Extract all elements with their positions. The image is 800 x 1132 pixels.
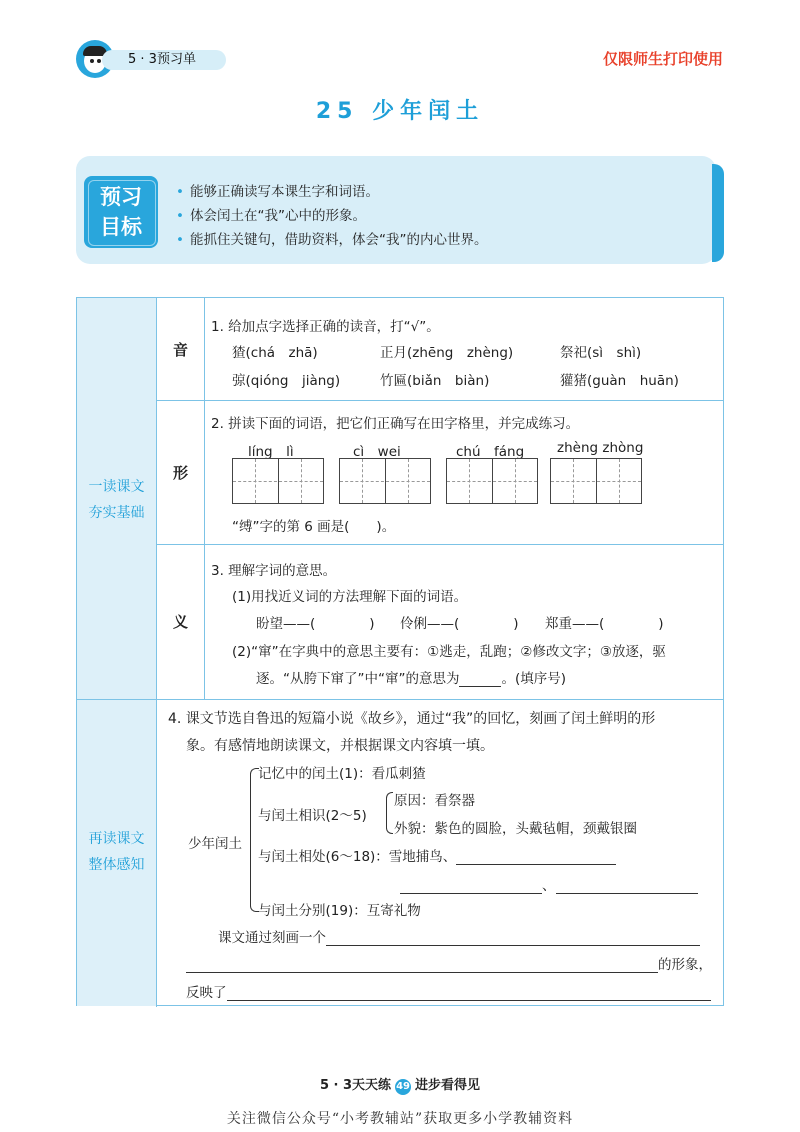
goal-item: • 能抓住关键句，借助资料，体会“我”的内心世界。 <box>176 232 488 248</box>
q1-option[interactable]: 弶(qióng jiàng) <box>232 373 341 389</box>
answer-blank[interactable] <box>459 672 501 687</box>
goals-list <box>176 180 487 252</box>
label-yin: 音 <box>172 341 188 359</box>
pinyin-label: líng lì <box>248 444 294 460</box>
q2-extra: “缚”字的第 6 画是( )。 <box>232 519 396 535</box>
branch-together-blanks: 、 <box>400 874 698 894</box>
answer-blank[interactable] <box>556 879 698 894</box>
fill-line3: 反映了 <box>186 981 711 1001</box>
q4-text-line1: 4. 课文节选自鲁迅的短篇小说《故乡》，通过“我”的回忆，刻画了闰土鲜明的形 <box>168 711 656 727</box>
goals-badge-line2: 目标 <box>100 215 142 239</box>
section1-label: 一读课文 夯实基础 <box>88 479 145 521</box>
goals-badge <box>84 176 158 248</box>
answer-blank[interactable] <box>186 958 658 973</box>
tianzige-box[interactable] <box>232 458 324 504</box>
fill-line2: 的形象， <box>186 953 712 973</box>
q3-sub2-line2: 逐。“从胯下窜了”中“窜”的意思为 。(填序号) <box>256 671 567 687</box>
q3-sub2-line1: (2)“窜”在字典中的意思主要有：①逃走，乱跑；②修改文字；③放逐，驱 <box>232 644 666 660</box>
synonym-item[interactable]: 郑重——( ) <box>545 616 664 632</box>
q3-sub1: (1)用找近义词的方法理解下面的词语。 <box>232 589 468 605</box>
goals-box-edge <box>712 164 724 262</box>
fill-line1: 课文通过刻画一个 <box>218 926 700 946</box>
print-notice: 仅限师生打印使用 <box>602 50 723 68</box>
pinyin-label: chú fáng <box>456 444 525 460</box>
synonym-item[interactable]: 伶俐——( ) <box>400 616 519 632</box>
answer-blank[interactable] <box>227 986 711 1001</box>
goal-item: • 能够正确读写本课生字和词语。 <box>176 184 379 200</box>
diagram-root: 少年闰土 <box>188 836 242 852</box>
branch-parting: 与闰土分别(19)：互寄礼物 <box>258 903 421 919</box>
sub-brace <box>386 792 393 834</box>
q4-text-line2: 象。有感情地朗读课文，并根据课文内容填一填。 <box>186 738 494 754</box>
branch-together: 与闰土相处(6～18)：雪地捕鸟、 <box>258 845 616 865</box>
series-label: 5 · 3预习单 <box>102 50 226 70</box>
q1-option[interactable]: 獾猪(guàn huān) <box>560 373 679 389</box>
watermark-text: 关注微信公众号“小考教辅站”获取更多小学教辅资料 <box>226 1111 574 1127</box>
page-footer: 5 · 3天天练 49 进步看得见 <box>319 1078 481 1093</box>
tianzige-box[interactable] <box>339 458 431 504</box>
answer-blank[interactable] <box>400 879 542 894</box>
page-number: 49 <box>395 1079 411 1095</box>
tianzige-box[interactable] <box>446 458 538 504</box>
q1-option[interactable]: 猹(chá zhā) <box>232 345 318 361</box>
goal-item: • 体会闰土在“我”心中的形象。 <box>176 208 366 224</box>
page-title: 25 少年闰土 <box>315 99 485 124</box>
branch-meet-look: 外貌：紫色的圆脸，头戴毡帽，颈戴银圈 <box>394 821 637 837</box>
main-brace <box>250 768 259 912</box>
answer-blank[interactable] <box>326 931 700 946</box>
q2-text: 2. 拼读下面的词语，把它们正确写在田字格里，并完成练习。 <box>211 416 580 432</box>
q3-text: 3. 理解字词的意思。 <box>211 563 337 579</box>
tianzige-box[interactable] <box>550 458 642 504</box>
pinyin-label: zhèng zhòng <box>557 440 644 456</box>
goals-badge-line1: 预习 <box>100 185 142 209</box>
answer-blank[interactable] <box>456 850 616 865</box>
pinyin-label: cì wei <box>353 444 401 460</box>
synonym-item[interactable]: 盼望——( ) <box>256 616 375 632</box>
q1-option[interactable]: 竹匾(biǎn biàn) <box>380 373 490 389</box>
q1-option[interactable]: 正月(zhēng zhèng) <box>380 345 514 361</box>
q1-text: 1. 给加点字选择正确的读音，打“√”。 <box>211 319 440 335</box>
branch-meet: 与闰土相识(2～5) <box>258 808 367 824</box>
q1-option[interactable]: 祭祀(sì shì) <box>560 345 642 361</box>
section2-label: 再读课文 整体感知 <box>88 831 145 873</box>
branch-memory: 记忆中的闰土(1)：看瓜刺猹 <box>258 766 426 782</box>
branch-meet-reason: 原因：看祭器 <box>394 793 475 809</box>
label-yi: 义 <box>172 613 188 631</box>
label-xing: 形 <box>172 464 188 482</box>
